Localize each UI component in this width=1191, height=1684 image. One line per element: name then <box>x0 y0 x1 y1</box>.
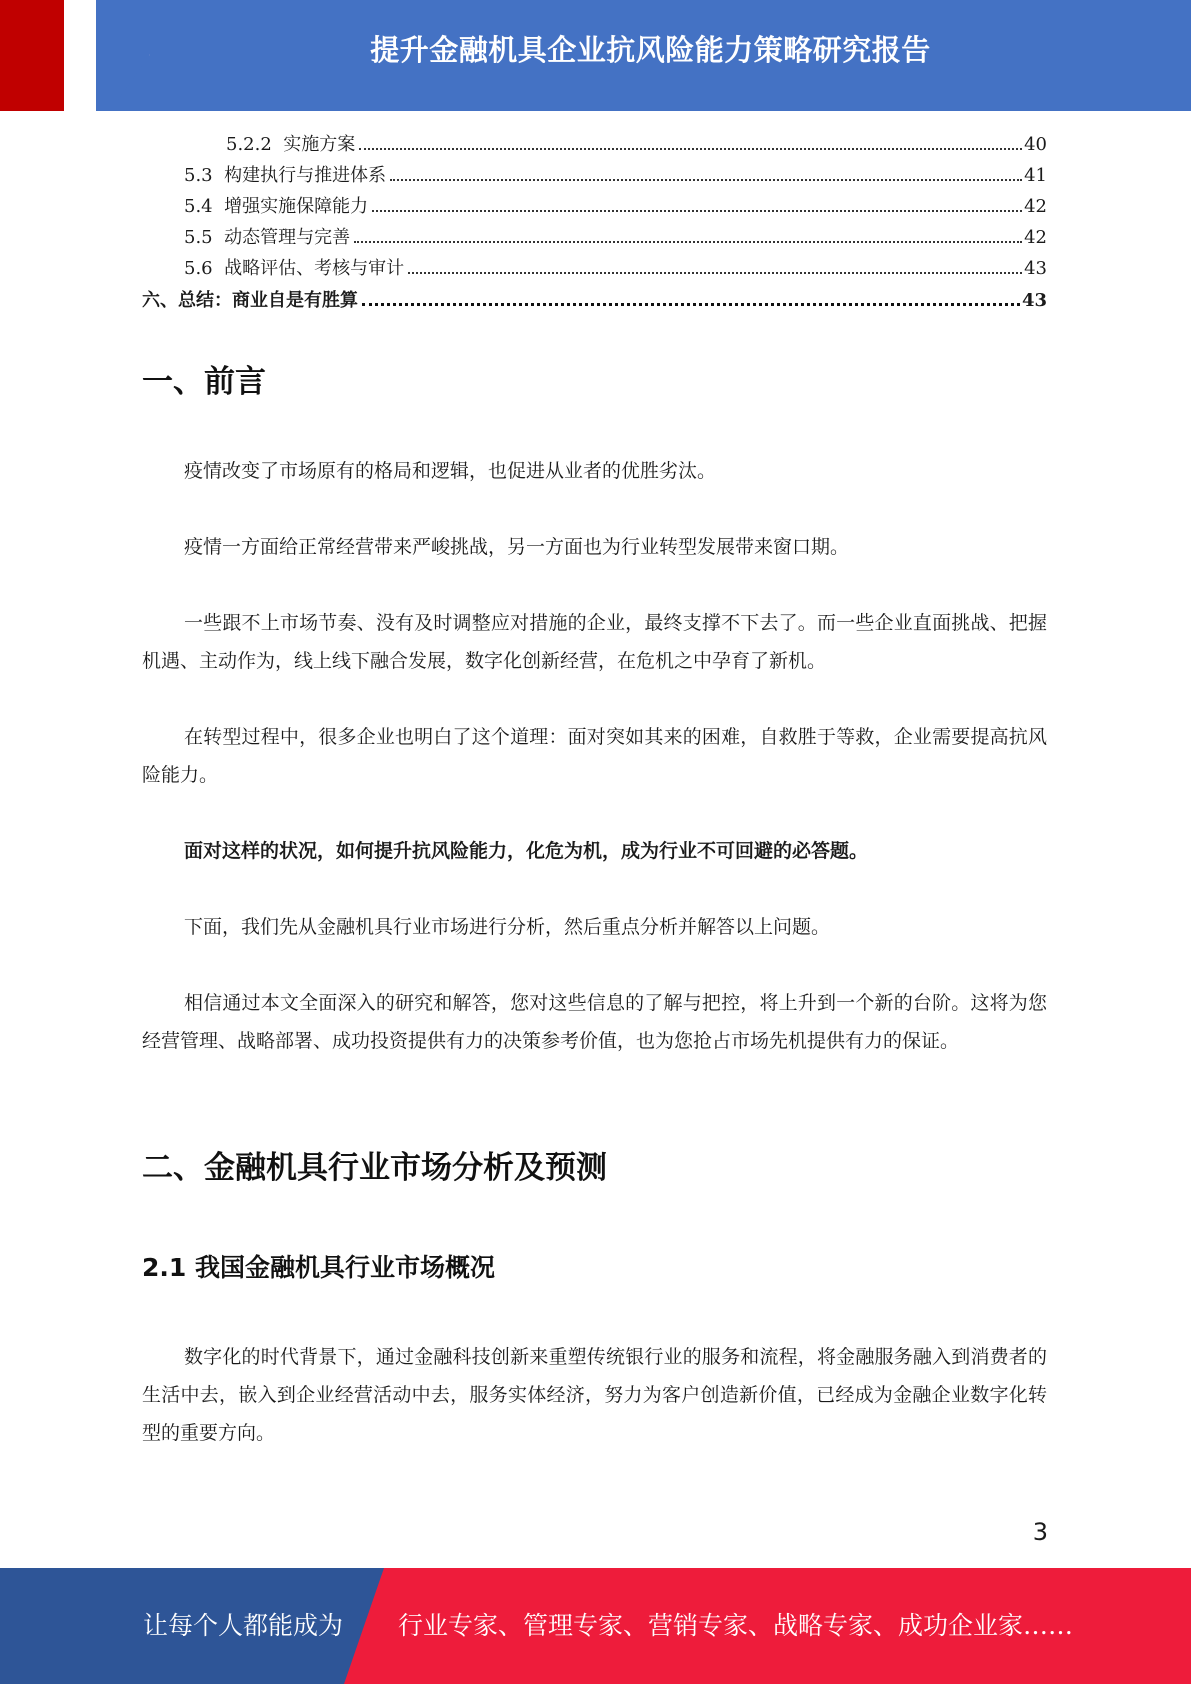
paragraph: 一些跟不上市场节奏、没有及时调整应对措施的企业，最终支撑不下去了。而一些企业直面挑战、把握机遇、主动作为，线上线下融合发展，数字化创新经营，在危机之中孕育了新机。 <box>142 612 1047 672</box>
footer-banner <box>0 1568 1191 1684</box>
toc-text: 六、总结：商业自是有胜算 <box>142 290 358 311</box>
paragraph: 在转型过程中，很多企业也明白了这个道理：面对突如其来的困难，自救胜于等救，企业需要提高抗风险能力。 <box>142 726 1047 786</box>
toc-page: 41 <box>1024 165 1047 186</box>
toc-text: 战略评估、考核与审计 <box>224 258 405 279</box>
header-banner <box>0 0 1191 111</box>
toc-leader-dots <box>372 209 1022 212</box>
toc-number: 5.4 <box>184 196 225 217</box>
footer-slogan-right: 行业专家、管理专家、营销专家、战略专家、成功企业家…… <box>398 1611 1074 1640</box>
paragraph-emphasis: 面对这样的状况，如何提升抗风险能力，化危为机，成为行业不可回避的必答题。 <box>184 840 869 862</box>
toc-leader-dots <box>354 240 1022 243</box>
toc-page: 43 <box>1021 290 1047 311</box>
header-chevron-decoration <box>0 0 160 111</box>
toc-number: 5.5 <box>184 227 225 248</box>
toc-leader-dots <box>390 178 1022 181</box>
toc-page: 40 <box>1024 134 1047 155</box>
paragraph: 疫情改变了市场原有的格局和逻辑，也促进从业者的优胜劣汰。 <box>184 460 717 482</box>
paragraph: 数字化的时代背景下，通过金融科技创新来重塑传统银行业的服务和流程，将金融服务融入到消费者的生活中去，嵌入到企业经营活动中去，服务实体经济，努力为客户创造新价值，已经成为金融企业数字化转型的重要方向。 <box>142 1346 1047 1444</box>
toc-text: 构建执行与推进体系 <box>224 165 387 186</box>
paragraph: 下面，我们先从金融机具行业市场进行分析，然后重点分析并解答以上问题。 <box>184 916 831 938</box>
toc-number: 5.6 <box>184 258 225 279</box>
toc-entry[interactable] <box>184 254 1047 280</box>
toc-page: 42 <box>1024 227 1047 248</box>
toc-leader-dots <box>359 147 1022 150</box>
toc-leader-dots <box>362 302 1020 306</box>
toc-text: 增强实施保障能力 <box>224 196 369 217</box>
toc-entry-chapter[interactable] <box>142 286 1047 312</box>
toc-entry[interactable] <box>226 130 1047 156</box>
toc-entry[interactable] <box>184 161 1047 187</box>
section-heading-market-analysis: 二、金融机具行业市场分析及预测 <box>142 1150 607 1186</box>
page-number: 3 <box>1032 1518 1048 1546</box>
toc-number: 5.3 <box>184 165 225 186</box>
subsection-heading: 2.1 我国金融机具行业市场概况 <box>142 1253 495 1282</box>
paragraph: 相信通过本文全面深入的研究和解答，您对这些信息的了解与把控，将上升到一个新的台阶。这将为您经营管理、战略部署、成功投资提供有力的决策参考价值，也为您抢占市场先机提供有力的保证。 <box>142 992 1047 1052</box>
report-title: 提升金融机具企业抗风险能力策略研究报告 <box>370 33 931 67</box>
toc-entry[interactable] <box>184 223 1047 249</box>
toc-leader-dots <box>408 271 1022 274</box>
toc-text: 实施方案 <box>283 134 356 155</box>
footer-slogan-left: 让每个人都能成为 <box>143 1611 344 1640</box>
toc-page: 42 <box>1024 196 1047 217</box>
toc-text: 动态管理与完善 <box>224 227 351 248</box>
toc-page: 43 <box>1024 258 1047 279</box>
toc-entry[interactable] <box>184 192 1047 218</box>
section-heading-preface: 一、前言 <box>142 364 266 400</box>
toc-number: 5.2.2 <box>226 134 284 155</box>
paragraph: 疫情一方面给正常经营带来严峻挑战，另一方面也为行业转型发展带来窗口期。 <box>184 536 850 558</box>
